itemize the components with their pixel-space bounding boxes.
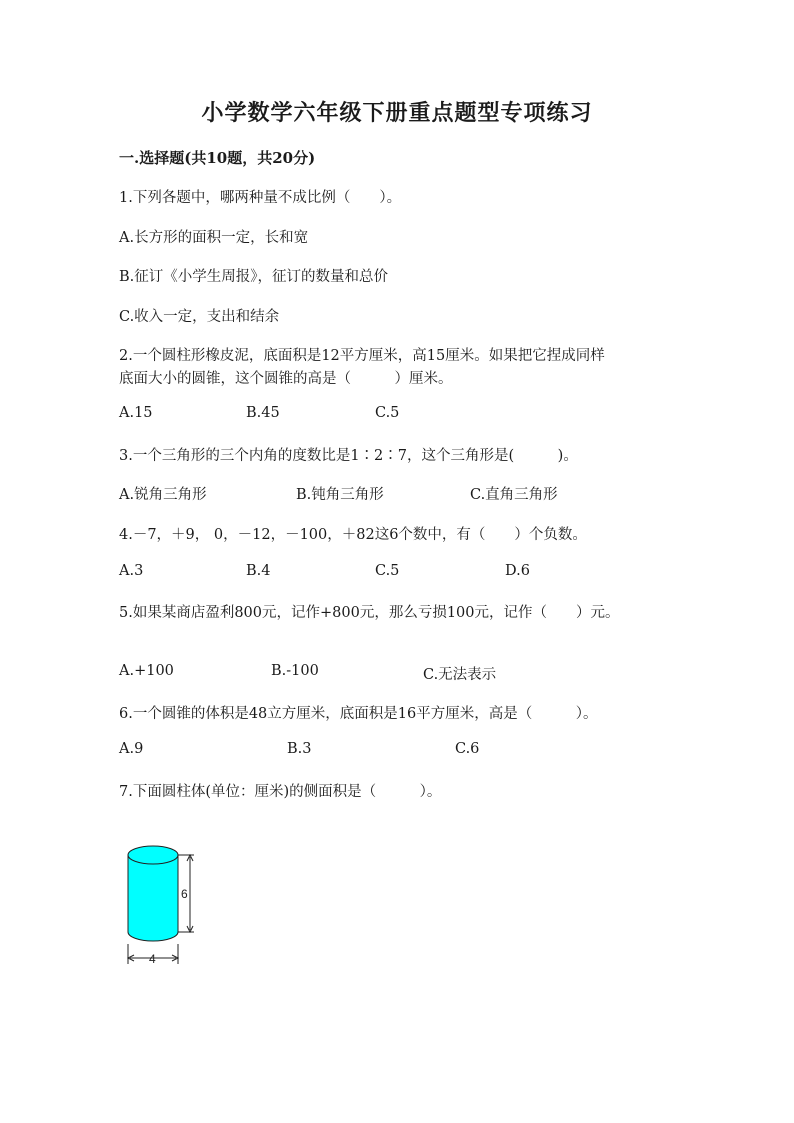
question-2-option-c: C.5 bbox=[375, 405, 400, 421]
question-1-option-a: A.长方形的面积一定，长和宽 bbox=[119, 230, 309, 246]
question-4-option-c: C.5 bbox=[375, 563, 400, 579]
question-5-option-c: C.无法表示 bbox=[423, 667, 497, 683]
question-4-option-a: A.3 bbox=[119, 563, 144, 579]
question-6-option-b: B.3 bbox=[287, 741, 312, 757]
question-4-option-d: D.6 bbox=[505, 563, 530, 579]
cylinder-top bbox=[128, 846, 178, 864]
question-7-stem: 7.下面圆柱体(单位：厘米)的侧面积是（ ）。 bbox=[119, 784, 442, 800]
question-3-stem: 3.一个三角形的三个内角的度数比是1∶2∶7，这个三角形是( )。 bbox=[119, 448, 578, 464]
question-1-option-b: B.征订《小学生周报》，征订的数量和总价 bbox=[119, 269, 389, 285]
height-label: 6 bbox=[181, 887, 188, 901]
question-4-option-b: B.4 bbox=[246, 563, 271, 579]
question-6-stem: 6.一个圆锥的体积是48立方厘米，底面积是16平方厘米，高是（ ）。 bbox=[119, 706, 598, 722]
question-5-stem: 5.如果某商店盈利800元，记作+800元，那么亏损100元，记作（ ）元。 bbox=[119, 605, 620, 621]
question-6-option-c: C.6 bbox=[455, 741, 480, 757]
cylinder-body bbox=[128, 855, 178, 941]
question-2-option-a: A.15 bbox=[119, 405, 153, 421]
question-5-option-b: B.-100 bbox=[271, 663, 319, 679]
diameter-label: 4 bbox=[149, 952, 156, 966]
question-2-stem-line-2: 底面大小的圆锥，这个圆锥的高是（ ）厘米。 bbox=[119, 371, 453, 387]
section-heading: 一.选择题(共10题，共20分) bbox=[119, 149, 316, 167]
question-5-option-a: A.+100 bbox=[119, 663, 174, 679]
question-3-option-c: C.直角三角形 bbox=[470, 487, 558, 503]
cylinder-figure bbox=[118, 828, 208, 970]
page-title: 小学数学六年级下册重点题型专项练习 bbox=[201, 100, 593, 126]
question-1-stem: 1.下列各题中，哪两种量不成比例（ ）。 bbox=[119, 190, 402, 206]
question-3-option-a: A.锐角三角形 bbox=[119, 487, 207, 503]
question-2-option-b: B.45 bbox=[246, 405, 280, 421]
question-6-option-a: A.9 bbox=[119, 741, 144, 757]
question-4-stem: 4.－7，＋9， 0，－12，－100，＋82这6个数中，有（ ）个负数。 bbox=[119, 527, 587, 543]
question-2-stem-line-1: 2.一个圆柱形橡皮泥，底面积是12平方厘米，高15厘米。如果把它捏成同样 bbox=[119, 348, 605, 364]
question-1-option-c: C.收入一定，支出和结余 bbox=[119, 309, 280, 325]
question-3-option-b: B.钝角三角形 bbox=[296, 487, 384, 503]
